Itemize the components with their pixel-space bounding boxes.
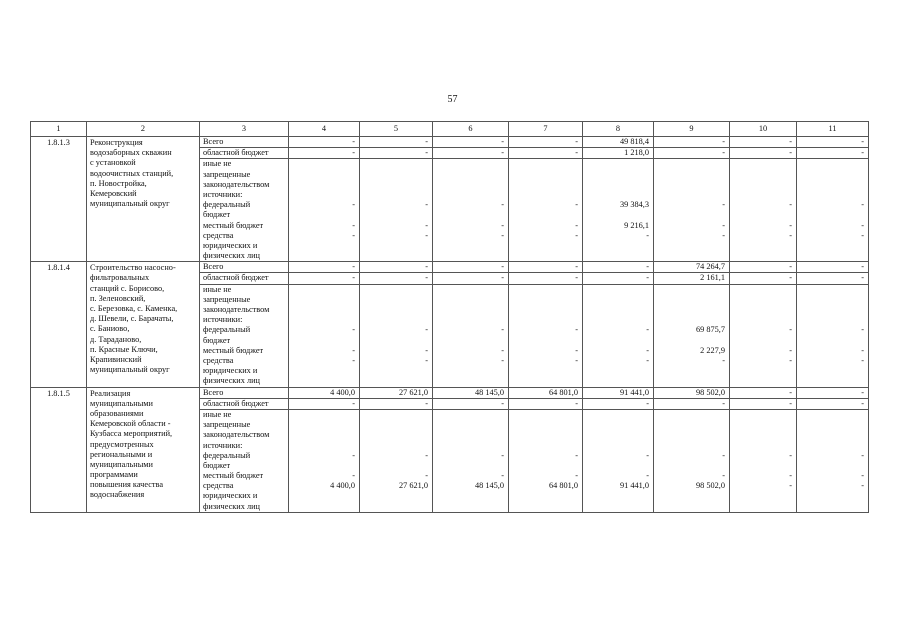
value-regional: 2 161,1: [654, 273, 730, 284]
source-label-line: местный бюджет: [203, 471, 264, 481]
value-local: -: [425, 471, 428, 481]
value-total: -: [797, 387, 869, 398]
source-label-line: бюджет: [203, 335, 231, 345]
value-legal: 64 801,0: [548, 481, 578, 491]
value-legal: -: [501, 356, 504, 365]
value-local: -: [352, 471, 355, 481]
value-regional: -: [289, 398, 360, 409]
page-number: 57: [447, 94, 458, 105]
value-regional: -: [730, 273, 797, 284]
value-legal: -: [575, 230, 578, 240]
source-regional-label: областной бюджет: [200, 273, 289, 284]
row-name-line: образованиями: [90, 408, 144, 418]
value-total: -: [654, 137, 730, 148]
row-code: 1.8.1.3: [31, 137, 87, 262]
value-total: -: [509, 262, 583, 273]
value-regional: -: [583, 273, 654, 284]
row-name-line: программами: [90, 470, 138, 480]
row-name-line: муниципальными: [90, 459, 153, 469]
source-other-labels: [200, 284, 289, 387]
value-total: -: [360, 262, 433, 273]
source-regional-label: областной бюджет: [200, 148, 289, 159]
column-header: 8: [583, 122, 654, 137]
value-regional: -: [433, 273, 509, 284]
row-name-line: п. Новостройка,: [90, 178, 147, 188]
value-federal: -: [425, 325, 428, 335]
value-other-sources: [289, 284, 360, 387]
value-federal: -: [789, 325, 792, 335]
value-federal: -: [575, 450, 578, 460]
value-total: 4 400,0: [289, 387, 360, 398]
row-name-line: региональными и: [90, 449, 153, 459]
value-total: 64 801,0: [509, 387, 583, 398]
source-label-line: местный бюджет: [203, 220, 264, 230]
value-local: 9 216,1: [624, 220, 649, 230]
value-total: -: [797, 262, 869, 273]
value-total: -: [433, 137, 509, 148]
source-label-line: иные не: [203, 409, 232, 419]
value-local: -: [575, 220, 578, 230]
value-other-sources: [433, 159, 509, 262]
value-total: -: [583, 262, 654, 273]
source-label-line: физических лиц: [203, 251, 260, 261]
row-name-line: д. Тараданово,: [90, 334, 142, 344]
value-legal: 48 145,0: [474, 481, 504, 491]
value-federal: -: [425, 450, 428, 460]
value-local: -: [501, 345, 504, 355]
value-federal: -: [861, 450, 864, 460]
column-header: 3: [200, 122, 289, 137]
source-label-line: законодательством: [203, 430, 270, 440]
value-other-sources: [583, 284, 654, 387]
value-other-sources: [289, 409, 360, 512]
value-federal: -: [575, 200, 578, 210]
value-other-sources: [583, 409, 654, 512]
value-total: 98 502,0: [654, 387, 730, 398]
source-label-line: федеральный: [203, 200, 251, 210]
row-name-line: с. Баниово,: [90, 324, 130, 334]
source-label-line: средства: [203, 230, 234, 240]
value-federal: -: [789, 200, 792, 210]
value-legal: -: [646, 356, 649, 365]
value-federal: -: [425, 200, 428, 210]
value-legal: 4 400,0: [330, 481, 355, 491]
funding-table: [30, 121, 869, 513]
value-federal: -: [352, 200, 355, 210]
value-local: -: [861, 345, 864, 355]
value-other-sources: [730, 284, 797, 387]
value-regional: -: [797, 398, 869, 409]
source-label-line: юридических и: [203, 366, 258, 376]
value-regional: -: [730, 148, 797, 159]
value-total: 74 264,7: [654, 262, 730, 273]
value-regional: -: [289, 148, 360, 159]
value-legal: 91 441,0: [619, 481, 649, 491]
value-regional: -: [730, 398, 797, 409]
value-local: -: [501, 220, 504, 230]
value-legal: -: [425, 356, 428, 365]
value-other-sources: [797, 159, 869, 262]
value-local: -: [425, 345, 428, 355]
value-federal: -: [501, 200, 504, 210]
value-local: -: [789, 345, 792, 355]
value-other-sources: [360, 159, 433, 262]
value-federal: -: [789, 450, 792, 460]
value-local: -: [352, 345, 355, 355]
source-label-line: физических лиц: [203, 376, 260, 386]
row-name-line: станций с. Борисово,: [90, 283, 165, 293]
row-name-line: муниципальный округ: [90, 199, 170, 209]
value-local: -: [646, 345, 649, 355]
source-label-line: бюджет: [203, 210, 231, 220]
row-name-line: Кемеровский: [90, 188, 137, 198]
value-federal: 39 384,3: [619, 200, 649, 210]
value-federal: -: [352, 325, 355, 335]
column-header: 5: [360, 122, 433, 137]
value-other-sources: [433, 409, 509, 512]
source-total-label: Всего: [200, 137, 289, 148]
row-name-line: предусмотренных: [90, 439, 154, 449]
value-total: -: [730, 262, 797, 273]
value-total: -: [509, 137, 583, 148]
column-header: 6: [433, 122, 509, 137]
value-total: -: [433, 262, 509, 273]
source-total-label: Всего: [200, 387, 289, 398]
value-federal: -: [722, 200, 725, 210]
value-total: -: [289, 262, 360, 273]
column-header: 2: [87, 122, 200, 137]
row-name: [87, 262, 200, 387]
value-regional: -: [654, 398, 730, 409]
value-total: -: [289, 137, 360, 148]
value-legal: -: [861, 356, 864, 365]
value-local: -: [425, 220, 428, 230]
row-name-line: Кемеровской области -: [90, 419, 171, 429]
value-other-sources: [433, 284, 509, 387]
value-other-sources: [360, 409, 433, 512]
column-header: 1: [31, 122, 87, 137]
value-other-sources: [509, 159, 583, 262]
row-name-line: муниципальными: [90, 398, 153, 408]
row-name-line: п. Зеленовский,: [90, 293, 146, 303]
row-name-line: с установкой: [90, 158, 136, 168]
row-name-line: д. Шевели, с. Барачаты,: [90, 314, 174, 324]
value-other-sources: [654, 409, 730, 512]
source-label-line: источники:: [203, 315, 243, 325]
value-other-sources: [730, 409, 797, 512]
row-code: 1.8.1.5: [31, 387, 87, 512]
value-total: 49 818,4: [583, 137, 654, 148]
source-label-line: бюджет: [203, 460, 231, 470]
source-label-line: юридических и: [203, 240, 258, 250]
value-legal: -: [789, 230, 792, 240]
value-federal: -: [352, 450, 355, 460]
value-federal: -: [575, 325, 578, 335]
row-name-line: водоочистных станций,: [90, 168, 174, 178]
source-label-line: запрещенные: [203, 169, 251, 179]
value-regional: 1 218,0: [583, 148, 654, 159]
value-legal: -: [575, 356, 578, 365]
value-federal: -: [646, 325, 649, 335]
source-label-line: законодательством: [203, 179, 270, 189]
source-label-line: федеральный: [203, 450, 251, 460]
value-legal: -: [861, 230, 864, 240]
value-local: -: [722, 220, 725, 230]
value-legal: -: [352, 356, 355, 365]
value-local: -: [789, 220, 792, 230]
value-federal: -: [501, 450, 504, 460]
source-label-line: иные не: [203, 284, 232, 294]
value-local: -: [861, 471, 864, 481]
source-label-line: законодательством: [203, 305, 270, 315]
value-legal: -: [722, 356, 725, 365]
value-other-sources: [730, 159, 797, 262]
value-legal: 98 502,0: [695, 481, 725, 491]
column-header: 7: [509, 122, 583, 137]
source-label-line: иные не: [203, 159, 232, 169]
value-legal: -: [425, 230, 428, 240]
value-local: -: [575, 345, 578, 355]
value-regional: -: [509, 148, 583, 159]
value-legal: -: [646, 230, 649, 240]
column-header: 4: [289, 122, 360, 137]
value-regional: -: [433, 148, 509, 159]
value-other-sources: [289, 159, 360, 262]
value-regional: -: [289, 273, 360, 284]
source-label-line: запрещенные: [203, 420, 251, 430]
value-federal: -: [722, 450, 725, 460]
source-regional-label: областной бюджет: [200, 398, 289, 409]
value-legal: -: [861, 481, 864, 491]
row-name-line: повышения качества: [90, 480, 164, 490]
source-other-labels: [200, 159, 289, 262]
value-regional: -: [654, 148, 730, 159]
value-total: 27 621,0: [360, 387, 433, 398]
value-other-sources: [360, 284, 433, 387]
source-label-line: физических лиц: [203, 501, 260, 511]
value-regional: -: [360, 148, 433, 159]
value-other-sources: [583, 159, 654, 262]
value-federal: -: [861, 200, 864, 210]
value-regional: -: [583, 398, 654, 409]
row-name: [87, 137, 200, 262]
source-label-line: источники:: [203, 440, 243, 450]
value-local: -: [501, 471, 504, 481]
value-legal: -: [501, 230, 504, 240]
value-total: -: [797, 137, 869, 148]
row-name-line: Строительство насосно-: [90, 263, 176, 273]
value-legal: -: [722, 230, 725, 240]
row-name-line: п. Красные Ключи,: [90, 344, 158, 354]
value-regional: -: [360, 273, 433, 284]
value-regional: -: [797, 148, 869, 159]
value-regional: -: [433, 398, 509, 409]
value-federal: 69 875,7: [695, 325, 725, 335]
value-federal: -: [861, 325, 864, 335]
row-name-line: Кузбасса мероприятий,: [90, 429, 173, 439]
column-number-row: [31, 122, 869, 137]
value-legal: 27 621,0: [398, 481, 428, 491]
value-regional: -: [797, 273, 869, 284]
row-name-line: с. Березовка, с. Каменка,: [90, 304, 178, 314]
source-label-line: источники:: [203, 189, 243, 199]
table-row-total: [31, 137, 869, 148]
table-row-total: [31, 262, 869, 273]
value-other-sources: [654, 159, 730, 262]
value-local: -: [575, 471, 578, 481]
column-header: 9: [654, 122, 730, 137]
value-federal: -: [501, 325, 504, 335]
value-legal: -: [789, 356, 792, 365]
column-header: 10: [730, 122, 797, 137]
value-regional: -: [509, 273, 583, 284]
value-regional: -: [509, 398, 583, 409]
value-regional: -: [360, 398, 433, 409]
row-name-line: водоснабжения: [90, 490, 145, 500]
value-local: -: [789, 471, 792, 481]
row-name-line: Реализация: [90, 388, 131, 398]
value-local: -: [722, 471, 725, 481]
table-row-total: [31, 387, 869, 398]
value-other-sources: [797, 409, 869, 512]
source-label-line: запрещенные: [203, 294, 251, 304]
value-total: 91 441,0: [583, 387, 654, 398]
row-name-line: муниципальный округ: [90, 365, 170, 375]
row-name-line: фильтровальных: [90, 273, 150, 283]
row-name-line: водозаборных скважин: [90, 148, 172, 158]
row-name-line: Крапивинский: [90, 354, 142, 364]
value-local: -: [352, 220, 355, 230]
value-other-sources: [654, 284, 730, 387]
source-label-line: местный бюджет: [203, 345, 264, 355]
value-legal: -: [789, 481, 792, 491]
value-total: 48 145,0: [433, 387, 509, 398]
row-code: 1.8.1.4: [31, 262, 87, 387]
source-label-line: федеральный: [203, 325, 251, 335]
value-local: -: [861, 220, 864, 230]
value-other-sources: [509, 284, 583, 387]
source-label-line: юридических и: [203, 491, 258, 501]
value-other-sources: [509, 409, 583, 512]
value-legal: -: [352, 230, 355, 240]
source-other-labels: [200, 409, 289, 512]
value-total: -: [730, 387, 797, 398]
column-header: 11: [797, 122, 869, 137]
row-name-line: Реконструкция: [90, 138, 143, 147]
value-total: -: [360, 137, 433, 148]
source-label-line: средства: [203, 356, 234, 365]
source-label-line: средства: [203, 481, 234, 491]
source-total-label: Всего: [200, 262, 289, 273]
value-total: -: [730, 137, 797, 148]
value-local: -: [646, 471, 649, 481]
value-local: 2 227,9: [700, 345, 725, 355]
row-name: [87, 387, 200, 512]
value-other-sources: [797, 284, 869, 387]
value-federal: -: [646, 450, 649, 460]
